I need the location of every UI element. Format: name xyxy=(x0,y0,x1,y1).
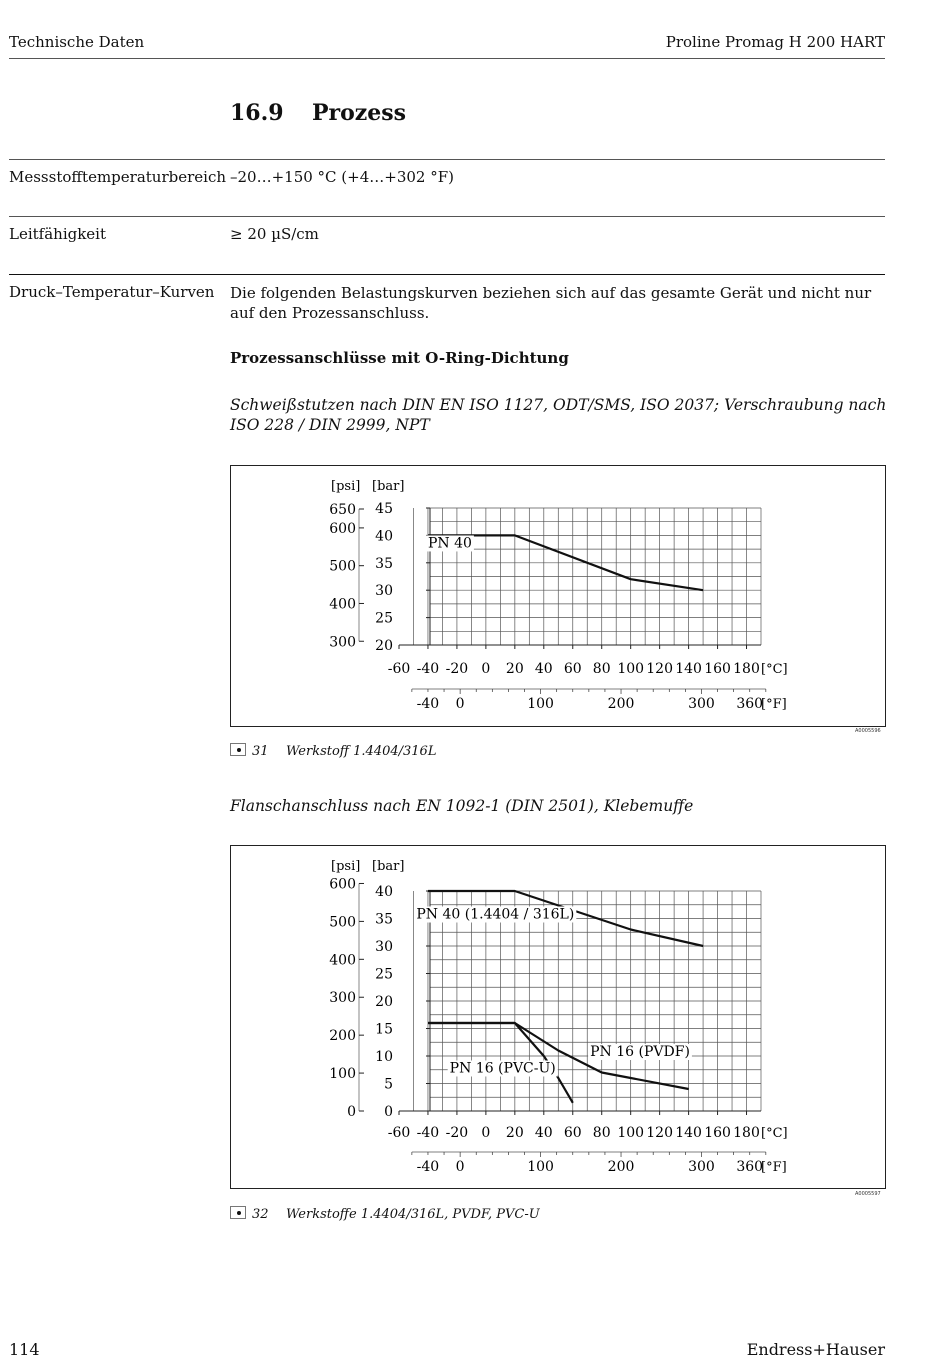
fahrenheit-tick-label: 200 xyxy=(607,1159,635,1175)
figure-icon xyxy=(230,743,246,756)
fahrenheit-tick-label: 0 xyxy=(455,1159,465,1175)
figure-caption-31 xyxy=(230,743,436,759)
psi-tick-label: 300 xyxy=(329,634,356,651)
fahrenheit-tick-label: 0 xyxy=(455,696,465,712)
celsius-tick-label: 20 xyxy=(505,1125,524,1141)
bar-tick-label: 40 xyxy=(375,884,393,900)
celsius-tick-label: 140 xyxy=(675,1125,702,1141)
row-label-pressure-temperature: Druck–Temperatur–Kurven xyxy=(9,283,215,301)
bar-tick-label: 35 xyxy=(375,911,393,928)
footer-brand: Endress+Hauser xyxy=(746,1340,885,1359)
series-label: PN 16 (PVDF) xyxy=(590,1044,690,1060)
row-divider xyxy=(9,274,885,275)
psi-tick-label: 0 xyxy=(347,1104,356,1120)
fahrenheit-unit-label: [°F] xyxy=(761,1160,787,1175)
psi-tick-label: 500 xyxy=(329,914,356,931)
chart-2-svg xyxy=(231,846,885,1188)
celsius-unit-label: [°C] xyxy=(761,662,788,677)
figure-icon xyxy=(230,1206,246,1219)
psi-tick-label: 600 xyxy=(329,520,356,537)
chart-2-code: A0005597 xyxy=(855,1191,881,1197)
psi-tick-label: 600 xyxy=(329,876,356,893)
chart-1-code: A0005596 xyxy=(855,728,881,734)
bar-tick-label: 20 xyxy=(375,638,393,654)
fahrenheit-unit-label: [°F] xyxy=(761,697,787,712)
celsius-tick-label: -20 xyxy=(445,661,469,677)
caption-number: 32 xyxy=(252,1207,269,1222)
celsius-tick-label: -20 xyxy=(445,1125,469,1141)
psi-unit-label: [psi] xyxy=(331,479,361,494)
celsius-tick-label: 20 xyxy=(505,661,524,677)
text-welding-connection: Schweißstutzen nach DIN EN ISO 1127, ODT/SMS, ISO 2037; Verschraubung nach ISO 228 / DIN 2999, NPT xyxy=(230,396,887,434)
bar-tick-label: 20 xyxy=(375,994,393,1010)
section-title xyxy=(230,100,406,126)
chart-2-container xyxy=(230,845,886,1189)
series-label: PN 40 (1.4404 / 316L) xyxy=(416,906,575,923)
caption-text: Werkstoffe 1.4404/316L, PVDF, PVC-U xyxy=(286,1207,540,1222)
celsius-tick-label: -60 xyxy=(387,1125,411,1141)
subheading-o-ring: Prozessanschlüsse mit O-Ring-Dichtung xyxy=(230,349,569,367)
psi-tick-label: 650 xyxy=(329,502,356,519)
figure-caption-32 xyxy=(230,1206,540,1222)
text-flange-connection: Flanschanschluss nach EN 1092-1 (DIN 2501), Klebemuffe xyxy=(230,797,694,815)
celsius-tick-label: 60 xyxy=(563,661,582,677)
caption-number: 31 xyxy=(252,744,269,759)
psi-tick-label: 100 xyxy=(329,1066,356,1083)
bar-tick-label: 15 xyxy=(375,1021,393,1038)
psi-tick-label: 400 xyxy=(329,596,356,613)
bar-tick-label: 25 xyxy=(375,610,393,627)
celsius-tick-label: -60 xyxy=(387,661,411,677)
celsius-tick-label: 0 xyxy=(481,1125,491,1141)
fahrenheit-tick-label: 100 xyxy=(527,696,554,712)
bar-tick-label: 10 xyxy=(375,1049,393,1065)
fahrenheit-tick-label: 100 xyxy=(527,1159,554,1175)
section-number: 16.9 xyxy=(230,100,284,126)
celsius-tick-label: -40 xyxy=(416,661,440,677)
fahrenheit-tick-label: 200 xyxy=(607,696,635,712)
celsius-tick-label: 40 xyxy=(534,661,553,677)
bar-tick-label: 30 xyxy=(375,939,393,955)
psi-tick-label: 200 xyxy=(329,1028,356,1045)
celsius-tick-label: 160 xyxy=(704,1125,731,1141)
bar-unit-label: [bar] xyxy=(372,479,405,494)
running-header-left: Technische Daten xyxy=(9,33,145,51)
psi-unit-label: [psi] xyxy=(331,859,361,874)
celsius-tick-label: 120 xyxy=(646,1125,674,1141)
row-label-temperature: Messstofftemperaturbereich xyxy=(9,168,227,186)
fahrenheit-tick-label: -40 xyxy=(416,1159,440,1175)
fahrenheit-tick-label: 360 xyxy=(736,696,764,712)
header-rule xyxy=(9,58,885,59)
celsius-unit-label: [°C] xyxy=(761,1126,788,1141)
row-value-conductivity: ≥ 20 µS/cm xyxy=(230,225,319,243)
psi-tick-label: 500 xyxy=(329,558,356,575)
celsius-tick-label: 80 xyxy=(592,1125,611,1141)
row-value-pressure-temperature: Die folgenden Belastungskurven beziehen sich auf das gesamte Gerät und nicht nur auf den Prozessanschluss. xyxy=(230,284,872,322)
celsius-tick-label: 100 xyxy=(617,661,645,677)
psi-tick-label: 400 xyxy=(329,952,356,969)
fahrenheit-tick-label: 300 xyxy=(688,1159,715,1175)
fahrenheit-tick-label: -40 xyxy=(416,696,440,712)
psi-tick-label: 300 xyxy=(329,990,356,1007)
row-divider xyxy=(9,159,885,160)
celsius-tick-label: 140 xyxy=(675,661,702,677)
celsius-tick-label: 60 xyxy=(563,1125,582,1141)
bar-tick-label: 40 xyxy=(375,528,393,545)
page-number: 114 xyxy=(9,1340,40,1359)
bar-tick-label: 35 xyxy=(375,555,393,572)
celsius-tick-label: 100 xyxy=(617,1125,645,1141)
fahrenheit-tick-label: 360 xyxy=(736,1159,764,1175)
bar-tick-label: 45 xyxy=(375,501,393,517)
running-header-right: Proline Promag H 200 HART xyxy=(665,33,885,51)
celsius-tick-label: 40 xyxy=(534,1125,553,1141)
series-label: PN 16 (PVC-U) xyxy=(449,1060,556,1077)
section-heading: Prozess xyxy=(312,100,407,126)
series-label: PN 40 xyxy=(427,535,472,552)
celsius-tick-label: 0 xyxy=(481,661,491,677)
celsius-tick-label: 160 xyxy=(704,661,731,677)
bar-unit-label: [bar] xyxy=(372,859,405,874)
row-label-conductivity: Leitfähigkeit xyxy=(9,225,107,243)
bar-tick-label: 25 xyxy=(375,966,393,983)
celsius-tick-label: 180 xyxy=(733,661,760,677)
row-value-temperature: –20…+150 °C (+4…+302 °F) xyxy=(230,168,454,186)
bar-tick-label: 30 xyxy=(375,583,393,600)
celsius-tick-label: 80 xyxy=(592,661,611,677)
row-divider xyxy=(9,216,885,217)
bar-tick-label: 0 xyxy=(384,1104,393,1120)
fahrenheit-tick-label: 300 xyxy=(688,696,715,712)
caption-text: Werkstoff 1.4404/316L xyxy=(286,744,437,759)
celsius-tick-label: -40 xyxy=(416,1125,440,1141)
celsius-tick-label: 120 xyxy=(646,661,674,677)
bar-tick-label: 5 xyxy=(384,1076,393,1093)
celsius-tick-label: 180 xyxy=(733,1125,760,1141)
chart-1-container xyxy=(230,465,886,727)
chart-1-svg xyxy=(231,466,885,726)
